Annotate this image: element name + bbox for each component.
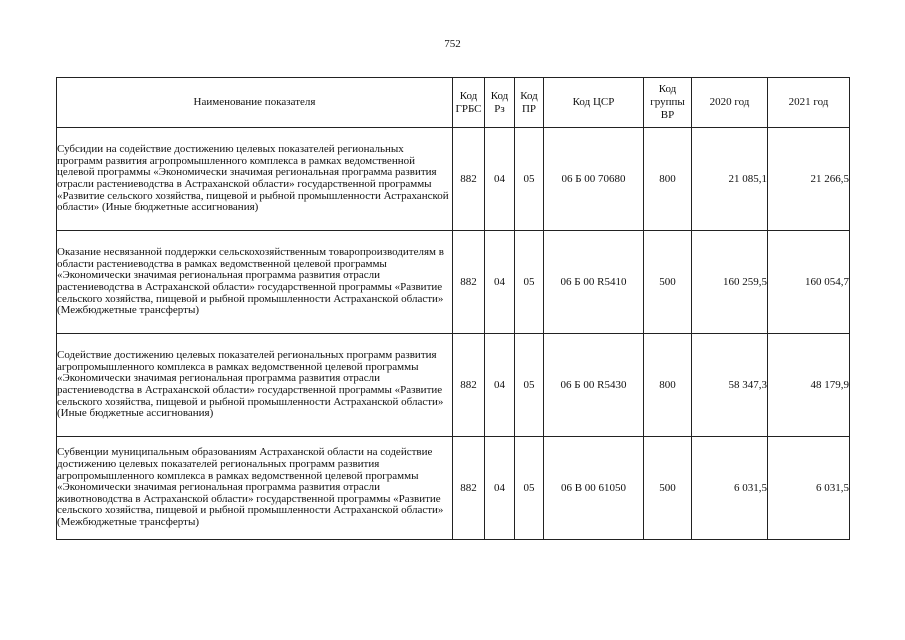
header-name: Наименование показателя [57,78,453,128]
row-csr: 06 В 00 61050 [544,437,644,540]
row-name: Содействие достижению целевых показателей региональных программ развития агропромышленного комплекса в рамках ведомственной целевой программы «Экономически значимая региональная программа развития отрасли растениеводства в Астраханской области» государственной программы «Развитие сельского хозяйства, пищевой и рыбной промышленности Астраханской области» (Иные бюджетные ассигнования) [57,334,453,437]
table-row [57,231,850,334]
row-vr: 800 [644,128,692,231]
header-vr: Код группы ВР [644,78,692,128]
row-vr: 800 [644,334,692,437]
row-2020: 6 031,5 [692,437,768,540]
row-name: Субсидии на содействие достижению целевых показателей региональных программ развития агропромышленного комплекса в рамках ведомственной целевой программы «Экономически значимая региональная программа развития отрасли растениеводства в Астраханской области» государственной программы «Развитие сельского хозяйства, пищевой и рыбной промышленности Астраханской области» (Иные бюджетные ассигнования) [57,128,453,231]
row-rz: 04 [485,231,515,334]
header-2021: 2021 год [768,78,850,128]
row-rz: 04 [485,437,515,540]
header-rz: Код Рз [485,78,515,128]
table-row [57,334,850,437]
page-number: 752 [444,38,461,50]
row-grbs: 882 [453,334,485,437]
row-grbs: 882 [453,437,485,540]
table-row [57,128,850,231]
row-pr: 05 [515,231,544,334]
row-vr: 500 [644,437,692,540]
row-pr: 05 [515,334,544,437]
row-2020: 160 259,5 [692,231,768,334]
row-2021: 160 054,7 [768,231,850,334]
row-grbs: 882 [453,231,485,334]
row-rz: 04 [485,334,515,437]
row-grbs: 882 [453,128,485,231]
row-2020: 21 085,1 [692,128,768,231]
row-pr: 05 [515,128,544,231]
row-2021: 6 031,5 [768,437,850,540]
header-row [57,78,850,128]
row-csr: 06 Б 00 R5430 [544,334,644,437]
row-rz: 04 [485,128,515,231]
row-name: Субвенции муниципальным образованиям Астраханской области на содействие достижению целевых показателей региональных программ развития агропромышленного комплекса в рамках ведомственной целевой программы «Экономически значимая региональная программа развития отрасли животноводства в Астраханской области» государственной программы «Развитие сельского хозяйства, пищевой и рыбной промышленности Астраханской области» (Межбюджетные трансферты) [57,437,453,540]
header-2020: 2020 год [692,78,768,128]
header-pr: Код ПР [515,78,544,128]
row-pr: 05 [515,437,544,540]
row-2020: 58 347,3 [692,334,768,437]
row-csr: 06 Б 00 70680 [544,128,644,231]
row-2021: 48 179,9 [768,334,850,437]
row-name: Оказание несвязанной поддержки сельскохозяйственным товаропроизводителям в области растениеводства в рамках ведомственной целевой программы «Экономически значимая региональная программа развития отрасли растениеводства в Астраханской области» государственной программы «Развитие сельского хозяйства, пищевой и рыбной промышленности Астраханской области» (Межбюджетные трансферты) [57,231,453,334]
header-csr: Код ЦСР [544,78,644,128]
row-2021: 21 266,5 [768,128,850,231]
budget-table [56,77,850,540]
table-row [57,437,850,540]
row-vr: 500 [644,231,692,334]
row-csr: 06 Б 00 R5410 [544,231,644,334]
header-grbs: Код ГРБС [453,78,485,128]
